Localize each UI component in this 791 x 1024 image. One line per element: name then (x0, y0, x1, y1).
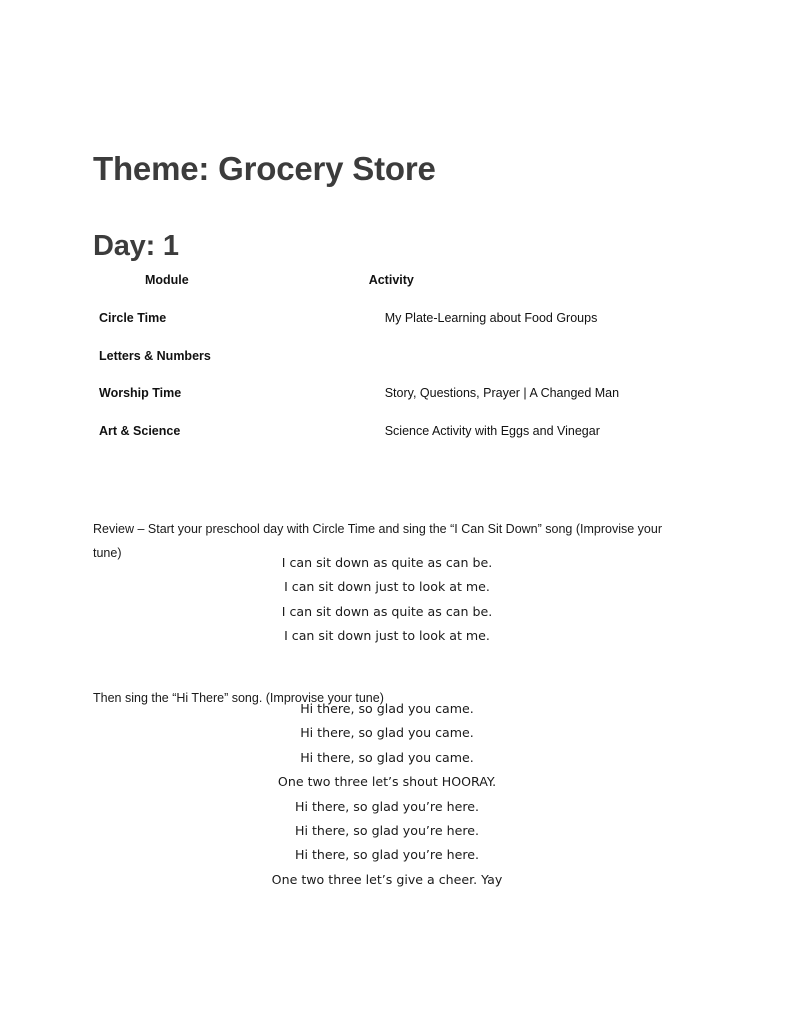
lyric-line: Hi there, so glad you’re here. (295, 823, 479, 839)
page-title-day: Day: 1 (93, 230, 179, 263)
lyric-line: I can sit down just to look at me. (284, 579, 490, 595)
column-header-module: Module (144, 273, 189, 287)
column-header-activity: Activity (368, 273, 414, 287)
cell-activity-name: Story, Questions, Prayer | A Changed Man (384, 386, 620, 401)
review-instruction-paragraph: Review – Start your preschool day with Circle Time and sing the “I Can Sit Down” song (Improvise your tune) (93, 521, 662, 560)
lyric-line: Hi there, so glad you’re here. (295, 798, 479, 814)
schedule-table-body (93, 310, 681, 461)
lyric-line: Hi there, so glad you’re here. (295, 847, 479, 863)
cell-activity-name (235, 348, 681, 386)
cell-activity-name: My Plate-Learning about Food Groups (384, 310, 598, 325)
lyric-line: I can sit down as quite as can be. (281, 555, 493, 570)
cell-activity-name: Science Activity with Eggs and Vinegar (384, 424, 600, 439)
lyric-line: One two three let’s shout HOORAY. (277, 774, 497, 790)
lyric-line: Hi there, so glad you came. (300, 701, 474, 716)
lyric-line: Hi there, so glad you came. (300, 725, 474, 741)
lyric-line: I can sit down as quite as can be. (281, 603, 493, 619)
then-sing-instruction-paragraph: Then sing the “Hi There” song. (Improvise your tune) (93, 690, 384, 705)
table-row (93, 385, 681, 423)
table-row (93, 348, 681, 386)
table-header-row (93, 272, 681, 310)
table-row (93, 310, 681, 348)
schedule-table (93, 272, 681, 461)
lyric-line: Hi there, so glad you came. (300, 749, 474, 765)
table-row (93, 423, 681, 461)
song-lyrics-i-can-sit-down (93, 551, 681, 649)
cell-module-name: Letters & Numbers (99, 348, 211, 363)
cell-module-name: Worship Time (99, 386, 182, 401)
lyric-line: I can sit down just to look at me. (284, 628, 490, 644)
page-title-theme: Theme: Grocery Store (93, 150, 436, 188)
lyric-line: One two three let’s give a cheer. Yay (271, 871, 503, 887)
cell-module-name: Art & Science (99, 424, 181, 439)
cell-module-name: Circle Time (99, 310, 167, 325)
song-lyrics-hi-there (93, 697, 681, 892)
schedule-table-head (93, 272, 681, 310)
